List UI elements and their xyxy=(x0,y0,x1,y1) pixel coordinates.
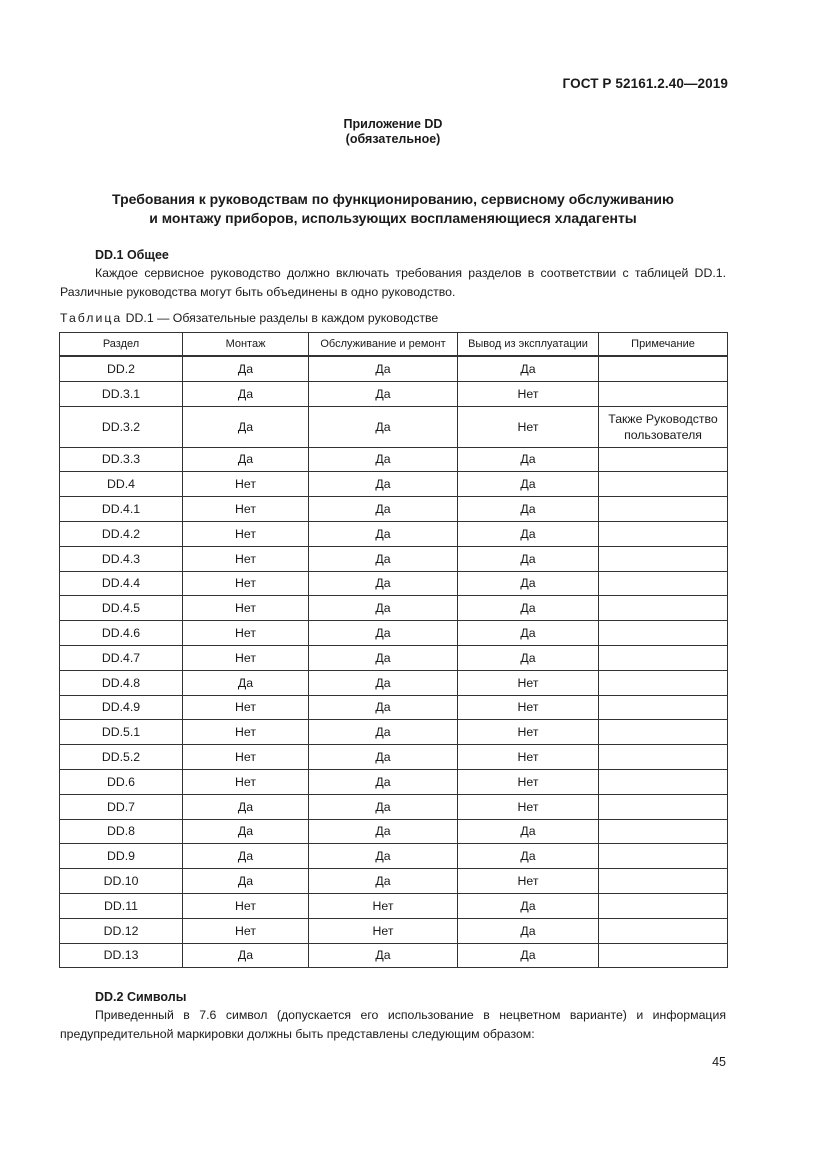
table-cell: Да xyxy=(183,406,309,447)
table-cell: DD.4.4 xyxy=(60,571,183,596)
table-cell: DD.3.2 xyxy=(60,406,183,447)
table-cell: Да xyxy=(309,645,458,670)
table-cell: DD.9 xyxy=(60,844,183,869)
table-cell: DD.4.5 xyxy=(60,596,183,621)
table-cell: Нет xyxy=(183,645,309,670)
table-cell: DD.2 xyxy=(60,356,183,381)
table-cell: Нет xyxy=(458,381,599,406)
table-cell: Да xyxy=(309,794,458,819)
table-cell: Да xyxy=(309,596,458,621)
column-header: Вывод из эксплуатации xyxy=(458,333,599,357)
table-row xyxy=(60,381,728,406)
table-cell: Нет xyxy=(309,893,458,918)
table-cell: DD.8 xyxy=(60,819,183,844)
table-cell xyxy=(599,918,728,943)
table-cell: DD.4.7 xyxy=(60,645,183,670)
section-general-text: Каждое сервисное руководство должно включать требования разделов в соответствии с таблицей DD.1. Различные руководства могут быть объединены в одно руководство. xyxy=(60,266,726,299)
table-row xyxy=(60,918,728,943)
table-row xyxy=(60,596,728,621)
table-cell: DD.4.9 xyxy=(60,695,183,720)
table-row xyxy=(60,406,728,447)
table-cell: Нет xyxy=(183,745,309,770)
annex-status: (обязательное) xyxy=(345,132,441,146)
table-cell: Да xyxy=(309,571,458,596)
table-cell: Да xyxy=(309,356,458,381)
table-cell: Нет xyxy=(183,621,309,646)
table-cell xyxy=(599,447,728,472)
table-cell: Да xyxy=(183,356,309,381)
table-cell xyxy=(599,621,728,646)
table-caption-label: Таблица xyxy=(60,311,123,325)
table-header-row xyxy=(60,333,728,357)
table-row xyxy=(60,745,728,770)
table-cell: Нет xyxy=(458,406,599,447)
table-cell: Да xyxy=(309,869,458,894)
table-cell: Да xyxy=(309,497,458,522)
table-row xyxy=(60,695,728,720)
table-cell: Нет xyxy=(183,769,309,794)
table-cell: Нет xyxy=(183,720,309,745)
section-heading-general: DD.1 Общее xyxy=(95,248,169,262)
table-caption xyxy=(60,311,438,325)
table-cell xyxy=(599,869,728,894)
table-cell: Да xyxy=(309,546,458,571)
table-row xyxy=(60,497,728,522)
table-cell: Да xyxy=(309,472,458,497)
table-cell: Да xyxy=(458,356,599,381)
table-row xyxy=(60,869,728,894)
table-cell: Да xyxy=(183,670,309,695)
table-cell xyxy=(599,844,728,869)
table-row xyxy=(60,819,728,844)
table-cell: Да xyxy=(183,794,309,819)
table-cell: Нет xyxy=(458,769,599,794)
table-cell: Да xyxy=(309,695,458,720)
table-cell: Нет xyxy=(183,893,309,918)
page-number: 45 xyxy=(712,1055,726,1069)
table-cell: Нет xyxy=(183,472,309,497)
table-cell: Да xyxy=(458,447,599,472)
table-cell xyxy=(599,571,728,596)
table-cell: DD.5.2 xyxy=(60,745,183,770)
table-cell: DD.4.1 xyxy=(60,497,183,522)
table-cell: DD.6 xyxy=(60,769,183,794)
table-cell xyxy=(599,745,728,770)
table-cell xyxy=(599,546,728,571)
table-row xyxy=(60,844,728,869)
table-cell: Нет xyxy=(183,497,309,522)
table-cell: Да xyxy=(183,819,309,844)
table-cell: Да xyxy=(183,844,309,869)
table-cell: Да xyxy=(458,819,599,844)
column-header: Обслуживание и ремонт xyxy=(309,333,458,357)
table-cell: DD.4.3 xyxy=(60,546,183,571)
table-row xyxy=(60,794,728,819)
table-row xyxy=(60,447,728,472)
table-cell: DD.7 xyxy=(60,794,183,819)
annex-title: Приложение DD xyxy=(343,117,443,131)
table-cell: Да xyxy=(309,819,458,844)
table-cell xyxy=(599,497,728,522)
table-cell: DD.4 xyxy=(60,472,183,497)
table-cell: Да xyxy=(458,521,599,546)
table-cell: Да xyxy=(309,406,458,447)
table-cell: Да xyxy=(309,769,458,794)
column-header: Примечание xyxy=(599,333,728,357)
table-row xyxy=(60,769,728,794)
table-row xyxy=(60,720,728,745)
table-cell: Да xyxy=(309,745,458,770)
table-row xyxy=(60,943,728,968)
table-cell: DD.3.3 xyxy=(60,447,183,472)
table-row xyxy=(60,546,728,571)
table-cell: Да xyxy=(458,546,599,571)
table-cell: Да xyxy=(458,943,599,968)
table-cell: Да xyxy=(183,381,309,406)
document-title-line1: Требования к руководствам по функционированию, сервисному обслуживанию xyxy=(112,191,674,207)
table-caption-text: DD.1 — Обязательные разделы в каждом руководстве xyxy=(125,311,439,325)
table-cell: Нет xyxy=(183,596,309,621)
table-cell xyxy=(599,893,728,918)
table-cell: Да xyxy=(183,869,309,894)
table-row xyxy=(60,645,728,670)
table-cell: Нет xyxy=(458,720,599,745)
table-cell: Да xyxy=(458,596,599,621)
table-cell xyxy=(599,769,728,794)
table-cell: Да xyxy=(309,670,458,695)
table-cell: Также Руководство пользователя xyxy=(599,406,728,447)
table-row xyxy=(60,472,728,497)
table-cell xyxy=(599,596,728,621)
table-cell: Нет xyxy=(458,794,599,819)
table-cell: Да xyxy=(458,645,599,670)
table-cell: Нет xyxy=(458,670,599,695)
table-cell: DD.12 xyxy=(60,918,183,943)
table-row xyxy=(60,893,728,918)
table-cell: Да xyxy=(458,621,599,646)
table-cell: DD.4.2 xyxy=(60,521,183,546)
table-cell: Да xyxy=(309,381,458,406)
table-cell: Да xyxy=(458,571,599,596)
table-cell: Да xyxy=(183,943,309,968)
table-cell xyxy=(599,794,728,819)
table-cell xyxy=(599,472,728,497)
table-cell: DD.10 xyxy=(60,869,183,894)
table-cell: Нет xyxy=(458,745,599,770)
table-cell: Нет xyxy=(458,869,599,894)
table-cell: DD.3.1 xyxy=(60,381,183,406)
table-cell: Нет xyxy=(183,695,309,720)
table-cell xyxy=(599,720,728,745)
document-title-line2: и монтажу приборов, использующих воспламеняющиеся хладагенты xyxy=(149,210,637,226)
table-cell: DD.13 xyxy=(60,943,183,968)
table-cell: Да xyxy=(183,447,309,472)
table-row xyxy=(60,670,728,695)
table-cell: Да xyxy=(309,621,458,646)
table-cell: Нет xyxy=(183,546,309,571)
table-cell: Да xyxy=(309,521,458,546)
table-cell xyxy=(599,521,728,546)
table-cell: DD.4.8 xyxy=(60,670,183,695)
table-cell: DD.4.6 xyxy=(60,621,183,646)
table-cell xyxy=(599,819,728,844)
table-row xyxy=(60,356,728,381)
table-cell xyxy=(599,356,728,381)
table-cell xyxy=(599,695,728,720)
table-row xyxy=(60,621,728,646)
table-cell: Да xyxy=(309,720,458,745)
table-cell: Нет xyxy=(183,918,309,943)
table-cell: Да xyxy=(309,844,458,869)
table-cell: Нет xyxy=(183,571,309,596)
section-heading-symbols: DD.2 Символы xyxy=(95,990,187,1004)
table-body xyxy=(60,356,728,968)
table-cell xyxy=(599,670,728,695)
column-header: Монтаж xyxy=(183,333,309,357)
table-cell: Да xyxy=(458,844,599,869)
table-cell: Да xyxy=(458,893,599,918)
table-cell: Нет xyxy=(309,918,458,943)
sections-table xyxy=(59,332,728,968)
table-cell: Нет xyxy=(458,695,599,720)
table-cell: Да xyxy=(309,447,458,472)
table-cell: DD.5.1 xyxy=(60,720,183,745)
standard-id: ГОСТ Р 52161.2.40—2019 xyxy=(562,76,728,91)
table-cell xyxy=(599,381,728,406)
table-row xyxy=(60,571,728,596)
table-row xyxy=(60,521,728,546)
section-symbols-text: Приведенный в 7.6 символ (допускается его использование в нецветном варианте) и информация предупредительной маркировки должны быть представлены следующим образом: xyxy=(60,1008,726,1041)
table-cell: DD.11 xyxy=(60,893,183,918)
table-cell: Нет xyxy=(183,521,309,546)
table-cell: Да xyxy=(309,943,458,968)
table-cell xyxy=(599,943,728,968)
table-cell xyxy=(599,645,728,670)
table-cell: Да xyxy=(458,918,599,943)
column-header: Раздел xyxy=(60,333,183,357)
table-cell: Да xyxy=(458,472,599,497)
table-cell: Да xyxy=(458,497,599,522)
